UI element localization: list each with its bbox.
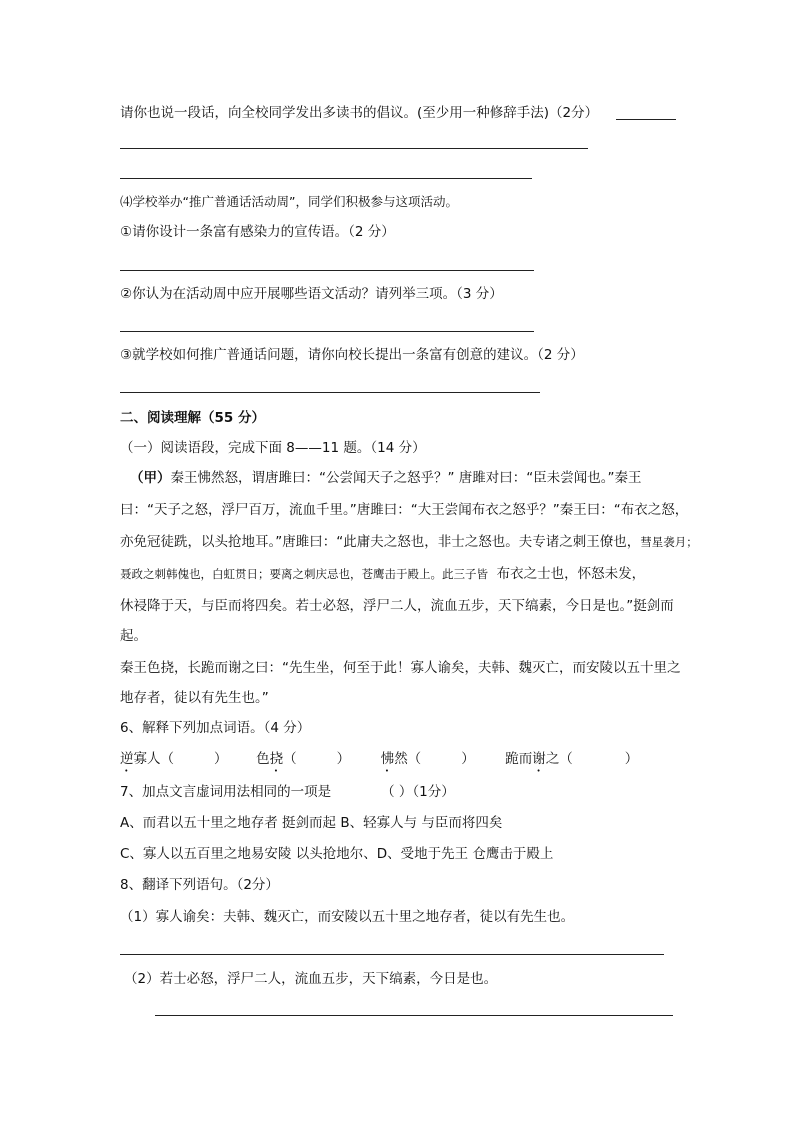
passage-line: 休祲降于天，与臣而将四矣。若士必怒，浮尸二人，流血五步，天下缟素，今日是也。”挺剑而	[120, 598, 674, 614]
q6-stem: 6、解释下列加点词语。（4 分）	[120, 720, 311, 736]
answer-line[interactable]	[120, 954, 664, 955]
q8-stem: 8、翻译下列语句。（2分）	[120, 877, 279, 893]
dotted-word: 挠	[269, 751, 284, 767]
answer-line[interactable]	[120, 392, 540, 393]
answer-line[interactable]	[120, 178, 532, 179]
q4-item-2: ②你认为在活动周中应开展哪些语文活动？请列举三项。（3 分）	[120, 286, 503, 302]
answer-line[interactable]	[120, 270, 534, 271]
passage-label: （甲）	[130, 470, 171, 486]
passage-text: 秦王怫然怒，谓唐雎曰：“公尝闻天子之怒乎？” 唐雎对曰：“臣未尝闻也。”秦王	[170, 470, 642, 486]
passage-line: 秦王色挠，长跪而谢之曰：“先生坐，何至于此！寡人谕矣，夫韩、魏灭亡，而安陵以五十里之	[120, 660, 681, 676]
passage-text-small: 彗星袭月；	[640, 535, 698, 549]
answer-line[interactable]	[616, 119, 676, 120]
dotted-word: 逆	[120, 751, 134, 767]
passage-line: 起。	[120, 628, 147, 644]
q6-items: 逆寡人（ ） 色挠（ ） 怫然（ ） 跪而谢之（ ）	[120, 751, 639, 767]
answer-line[interactable]	[120, 148, 588, 149]
q7-stem-line	[120, 782, 455, 802]
q7-option-cd: C、寡人以五百里之地易安陵 以头抢地尔、D、受地于先王 仓鹰击于殿上	[120, 846, 554, 862]
q4-item-1: ①请你设计一条富有感染力的宣传语。（2 分）	[120, 224, 395, 240]
passage-line: 曰：“天子之怒，浮尸百万，流血千里。”唐雎曰：“大王尝闻布衣之怒乎？”秦王曰：“布衣之怒，	[120, 502, 689, 518]
prompt-label: 请你也说一段话，向全校同学发出多读书的倡议。(至少用一种修辞手法)（2分）	[120, 105, 599, 121]
passage-line	[120, 564, 645, 584]
dotted-word: 谢	[532, 751, 546, 767]
section-heading: 二、阅读理解（55 分）	[120, 410, 265, 426]
prompt-text	[120, 103, 598, 123]
answer-line[interactable]	[155, 1015, 673, 1016]
passage-text: 亦免冠徒跣，以头抢地耳。”唐雎曰：“此庸夫之怒也，非士之怒也。夫专诸之刺王僚也，	[120, 534, 641, 550]
section-subheading: （一）阅读语段，完成下面 8——11 题。（14 分）	[120, 440, 426, 456]
q7-answer-paren[interactable]: （ ）（1分）	[381, 784, 455, 800]
q7-stem: 7、加点文言虚词用法相同的一项是	[120, 784, 332, 800]
passage-line	[120, 532, 698, 552]
passage-line	[130, 468, 642, 488]
passage-text-small: 聂政之刺韩傀也，白虹贯日；要离之刺庆忌也，苍鹰击于殿上。此三子皆	[120, 567, 488, 581]
passage-line: 地存者，徒以有先生也。”	[120, 690, 269, 706]
q4-intro: ⑷学校举办“推广普通话活动周”，同学们积极参与这项活动。	[120, 194, 458, 209]
q7-option-ab: A、而君以五十里之地存者 挺剑而起 B、轻寡人与 与臣而将四矣	[120, 815, 503, 831]
q8-sentence-1: （1）寡人谕矣：夫韩、魏灭亡，而安陵以五十里之地存者，徒以有先生也。	[120, 909, 575, 925]
q8-sentence-2: （2）若士必怒，浮尸二人，流血五步，天下缟素，今日是也。	[124, 971, 498, 987]
q4-item-3: ③就学校如何推广普通话问题，请你向校长提出一条富有创意的建议。（2 分）	[120, 347, 584, 363]
dotted-word: 怫	[380, 751, 395, 767]
passage-text: 布衣之士也，怀怒未发，	[496, 566, 646, 582]
answer-line[interactable]	[120, 331, 534, 332]
